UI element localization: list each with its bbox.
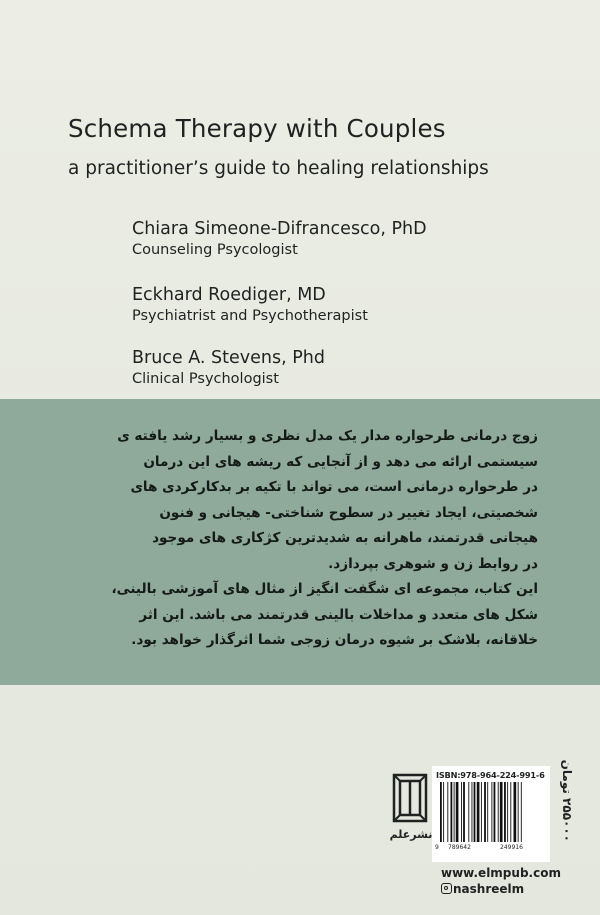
barcode-digit-group: 249916: [500, 844, 523, 851]
barcode-bar: [498, 782, 499, 842]
blurb-line: شکل های متعدد و مداخلات بالینی قدرتمند می باشد. این اثر: [139, 606, 538, 623]
blurb-line: سیستمی ارائه می دهد و از آنجایی که ریشه های این درمان: [143, 453, 538, 470]
barcode-digit-group: 9: [435, 844, 439, 851]
barcode-bar: [447, 782, 448, 842]
blurb-line: شخصیتی، ایجاد تغییر در سطوح شناختی- هیجانی و فنون: [159, 504, 538, 521]
book-title: Schema Therapy with Couples: [68, 114, 446, 143]
author-name: Eckhard Roediger, MD: [132, 285, 326, 305]
barcode-bar: [521, 782, 522, 842]
barcode-bar: [487, 782, 488, 842]
blurb-line: خلاقانه، بلاشک بر شیوه درمان زوجی شما اثرگذار خواهد بود.: [131, 632, 538, 648]
barcode-bar: [507, 782, 508, 842]
barcode-bar: [468, 782, 469, 842]
price-text: ۲۵۵۰۰۰ تومان: [560, 759, 574, 842]
instagram-handle[interactable]: [441, 882, 524, 896]
blurb-line: این کتاب، مجموعه ای شگفت انگیز از مثال های آموزشی بالینی،: [111, 581, 538, 597]
author-role: Psychiatrist and Psychotherapist: [132, 308, 368, 324]
author-role: Counseling Psycologist: [132, 242, 298, 258]
publisher-logo-icon: [391, 773, 429, 825]
website-link[interactable]: www.elmpub.com: [441, 866, 561, 880]
barcode-bar: [518, 782, 519, 842]
author-entry: [132, 284, 368, 326]
barcode-bar: [491, 782, 492, 842]
barcode-digit-group: 789642: [448, 844, 471, 851]
book-subtitle: a practitioner’s guide to healing relationships: [68, 158, 489, 179]
barcode-block: [432, 766, 550, 862]
barcode-bar: [484, 782, 486, 842]
blurb-line: در روابط زن و شوهری بپردازد.: [328, 555, 538, 572]
author-name: Chiara Simeone-Difrancesco, PhD: [132, 219, 427, 239]
author-role: Clinical Psychologist: [132, 371, 279, 387]
barcode-bar: [477, 782, 480, 842]
blurb-line: زوج درمانی طرحواره مدار یک مدل نظری و بسیار رشد یافته ی: [117, 428, 538, 444]
barcode-icon: [438, 782, 544, 842]
barcode-bar: [494, 782, 496, 842]
price-label: [560, 759, 574, 842]
barcode-bar: [472, 782, 473, 842]
author-entry: [132, 218, 427, 260]
author-entry: [132, 347, 325, 389]
barcode-bar: [440, 782, 442, 842]
barcode-bar: [510, 782, 511, 842]
barcode-bar: [454, 782, 455, 842]
barcode-bar: [474, 782, 476, 842]
blurb-line: در طرحواره درمانی است، می تواند با تکیه بر بدکارکردی های: [130, 479, 538, 495]
blurb-line: هیجانی قدرتمند، ماهرانه به شدیدترین کژکاری های موجود: [152, 530, 538, 546]
barcode-bar: [504, 782, 506, 842]
instagram-handle-text: nashreelm: [453, 882, 525, 896]
publisher-caption: نشرعلم: [389, 828, 433, 841]
barcode-bar: [463, 782, 465, 842]
barcode-bar: [514, 782, 517, 842]
barcode-bar: [461, 782, 462, 842]
barcode-bar: [500, 782, 503, 842]
barcode-bar: [456, 782, 459, 842]
author-name: Bruce A. Stevens, Phd: [132, 348, 325, 368]
persian-blurb: [64, 424, 538, 654]
barcode-bar: [443, 782, 444, 842]
barcode-bar: [451, 782, 453, 842]
barcode-bar: [481, 782, 482, 842]
instagram-icon: [441, 883, 452, 894]
isbn-label: ISBN:978-964-224-991-6: [436, 770, 545, 780]
